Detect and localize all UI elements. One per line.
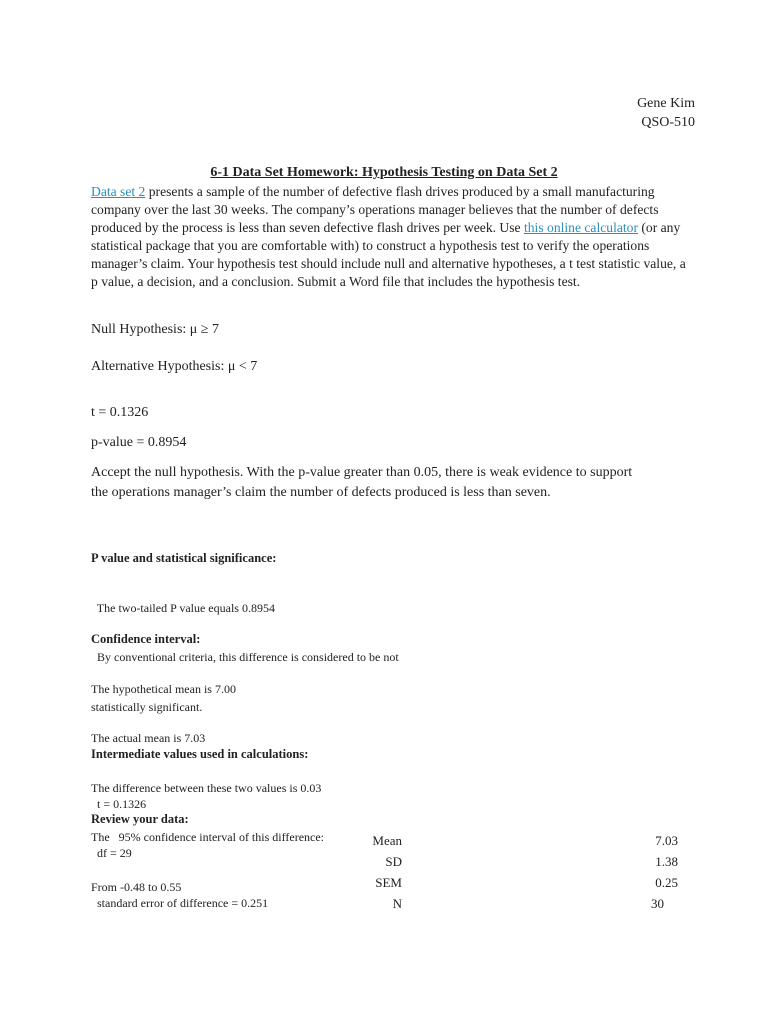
conclusion-line-2: the operations manager’s claim the number of defects produced is less than seven.	[91, 485, 551, 500]
alternative-hypothesis: Alternative Hypothesis: μ < 7	[91, 359, 258, 374]
stat-name-sem: SEM	[375, 875, 402, 890]
p-value: p-value = 0.8954	[91, 435, 187, 450]
intermediate-line: standard error of difference = 0.251	[91, 895, 269, 910]
author-name: Gene Kim	[637, 96, 695, 111]
stat-value-n: 30	[651, 896, 664, 911]
review-heading: Review your data:	[91, 812, 189, 826]
confidence-line: The difference between these two values is 0.03	[91, 780, 322, 795]
confidence-heading: Confidence interval:	[91, 632, 201, 646]
confidence-line: The 95% confidence interval of this difference:	[91, 830, 325, 844]
confidence-line: The actual mean is 7.03	[91, 731, 206, 745]
intermediate-heading: Intermediate values used in calculations:	[91, 747, 309, 761]
intermediate-line: t = 0.1326	[91, 796, 147, 811]
t-statistic: t = 0.1326	[91, 405, 149, 420]
online-calculator-link[interactable]: this online calculator	[523, 220, 638, 235]
stat-name-sd: SD	[385, 854, 402, 869]
data-set-link[interactable]: Data set 2	[91, 184, 146, 199]
significance-line: The two-tailed P value equals 0.8954	[91, 600, 275, 615]
stat-name-mean: Mean	[372, 833, 402, 848]
prompt-text-1: presents a sample of the number of defective flash drives produced by a small manufacturing company over the last 30 weeks. The company’s operations manager believes that the number of defects produced by the process is less than seven defective flash drives per week. Use	[91, 184, 659, 235]
stat-value-sd: 1.38	[655, 854, 678, 869]
conclusion-line-1: Accept the null hypothesis. With the p-value greater than 0.05, there is weak evidence to support	[91, 465, 633, 480]
stat-value-sem: 0.25	[655, 875, 678, 890]
document-title: 6-1 Data Set Homework: Hypothesis Testing on Data Set 2	[210, 165, 558, 180]
assignment-prompt	[91, 183, 691, 291]
null-hypothesis: Null Hypothesis: μ ≥ 7	[91, 322, 219, 337]
intermediate-line: df = 29	[91, 846, 132, 860]
confidence-line: From -0.48 to 0.55	[91, 879, 182, 894]
significance-heading: P value and statistical significance:	[91, 551, 277, 565]
significance-line: By conventional criteria, this difference is considered to be not	[91, 650, 399, 664]
significance-line: statistically significant.	[91, 699, 203, 714]
stat-value-mean: 7.03	[655, 833, 678, 848]
stat-name-n: N	[392, 896, 402, 911]
course-code: QSO-510	[641, 115, 695, 130]
prompt-text-2: (or any statistical package that you are comfortable with) to construct a hypothesis test to verify the operations manager’s claim. Your hypothesis test should include null and alternative hypotheses, a t test statistic value, a p value, a decision, and a conclusion. Submit a Word file that includes the hypothesis test.	[91, 220, 686, 289]
intermediate-section	[91, 713, 308, 944]
confidence-line: The hypothetical mean is 7.00	[91, 681, 236, 696]
